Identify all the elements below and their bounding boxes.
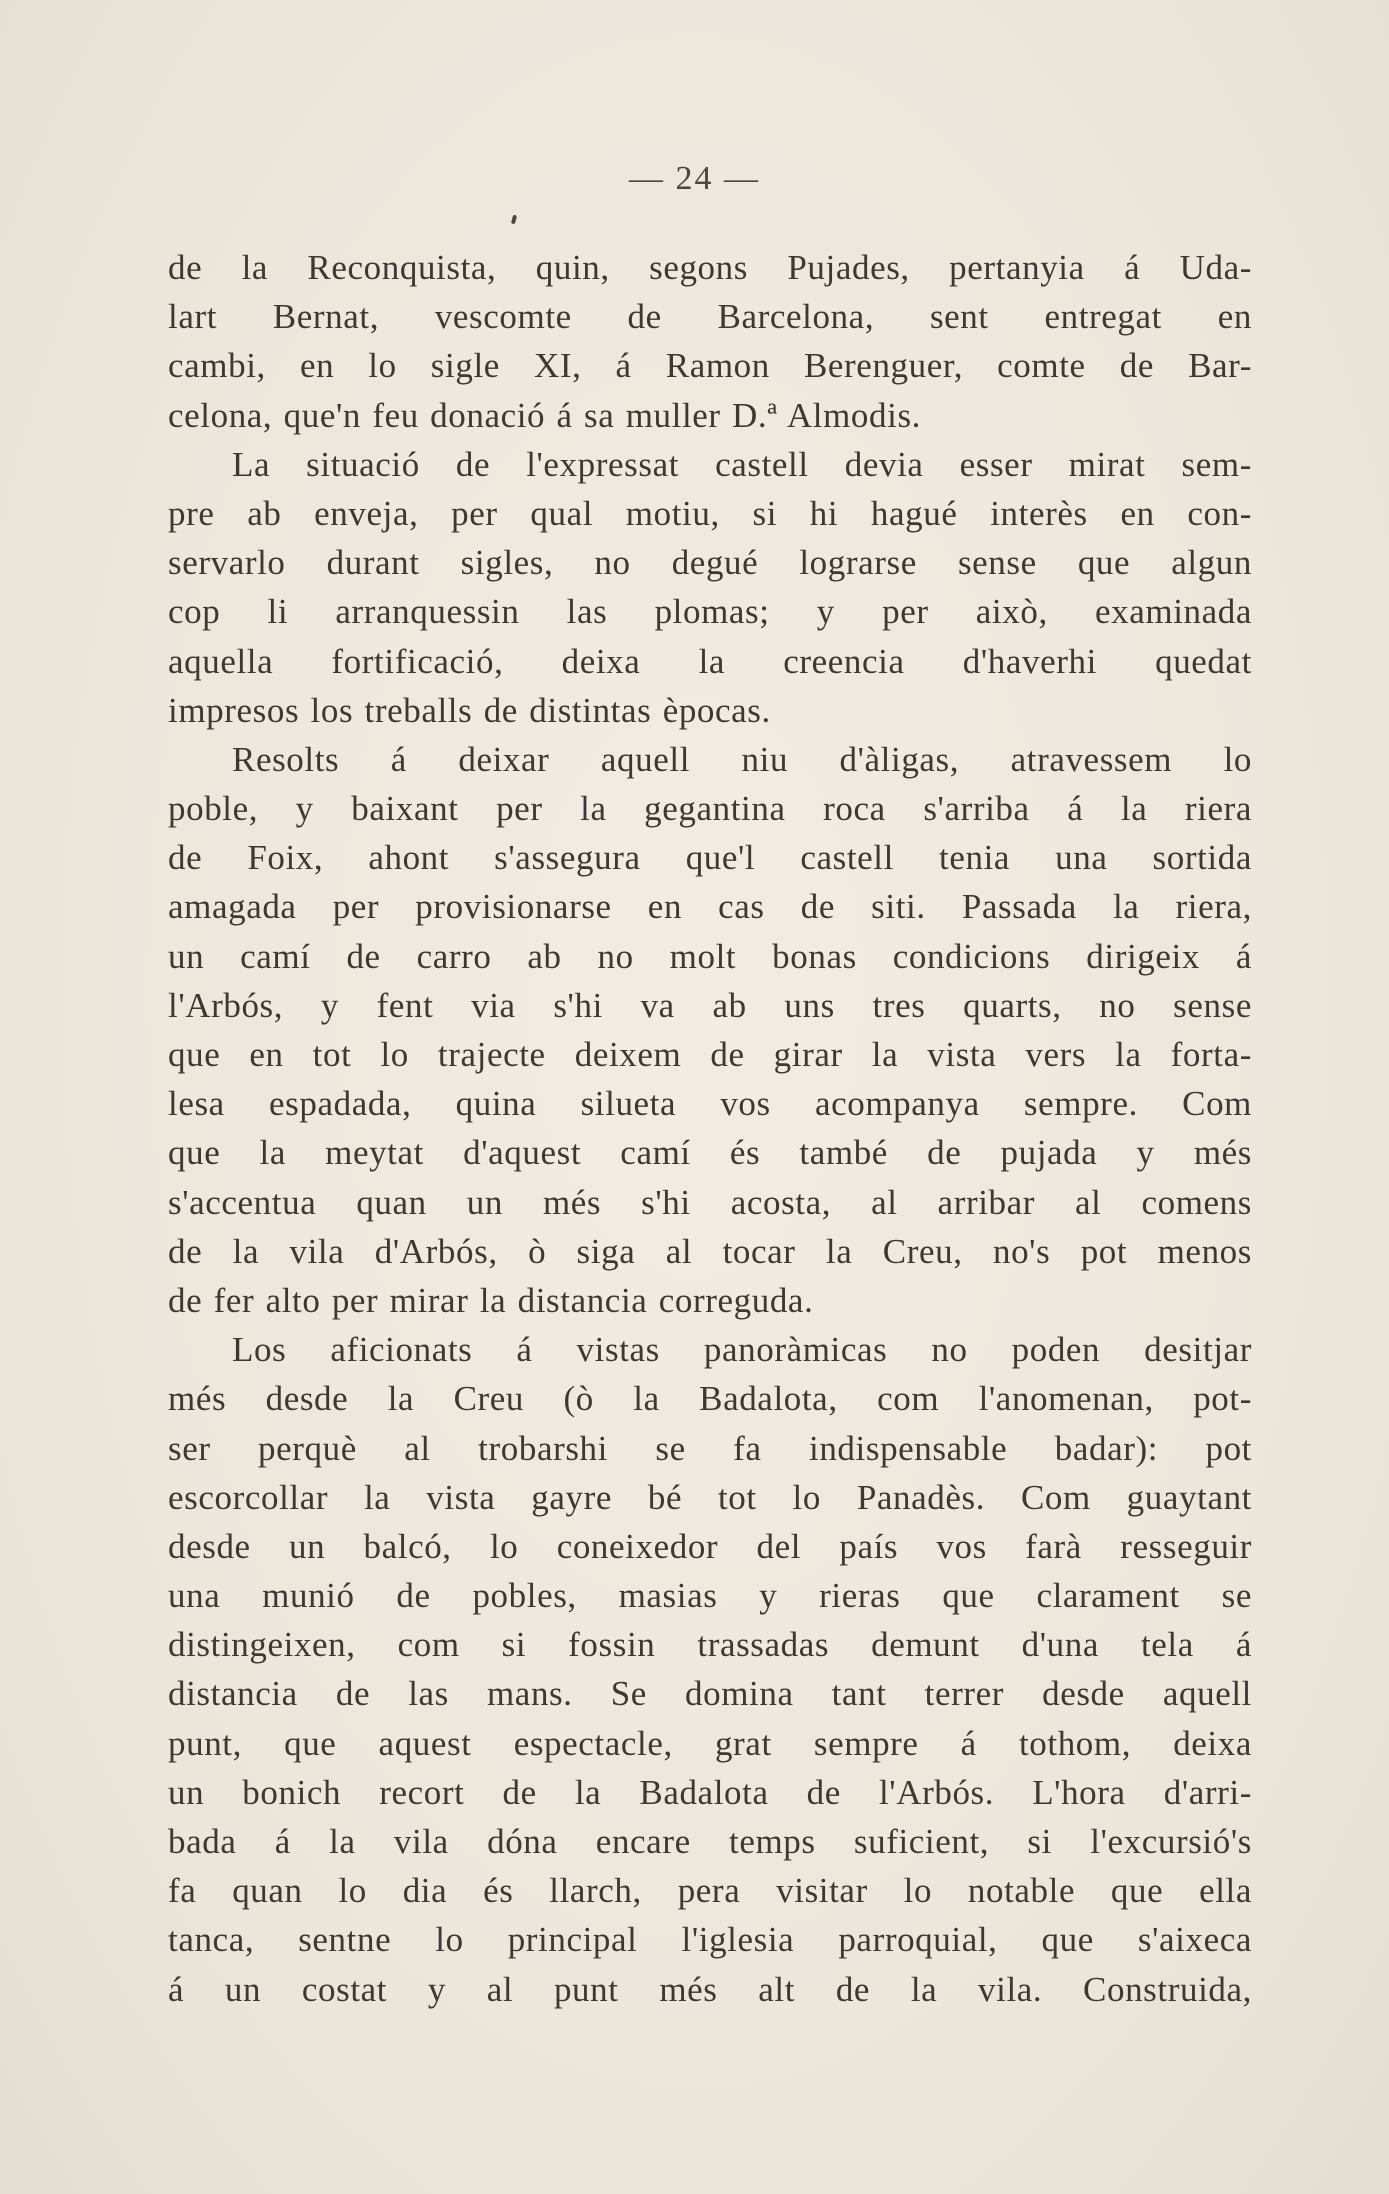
text-line: aquella fortificació, deixa la creencia d'haverhi quedat — [168, 641, 1252, 681]
text-line: de fer alto per mirar la distancia correguda. — [168, 1280, 814, 1320]
text-line: distingeixen, com si fossin trassadas demunt d'una tela á — [168, 1625, 1252, 1665]
text-line: l'Arbós, y fent via s'hi va ab uns tres quarts, no sense — [168, 985, 1252, 1025]
page-number: — 24 — — [629, 160, 760, 197]
body-text — [168, 243, 1252, 2014]
text-line: punt, que aquest espectacle, grat sempre á tothom, deixa — [168, 1723, 1252, 1763]
text-line: un camí de carro ab no molt bonas condicions dirigeix á — [168, 936, 1252, 976]
text-line: escorcollar la vista gayre bé tot lo Panadès. Com guaytant — [168, 1477, 1252, 1517]
text-line: un bonich recort de la Badalota de l'Arbós. L'hora d'arri- — [168, 1772, 1252, 1812]
text-line: una munió de pobles, masias y rieras que clarament se — [168, 1576, 1252, 1616]
text-line: pre ab enveja, per qual motiu, si hi hagué interès en con- — [168, 493, 1252, 533]
text-line: Resolts á deixar aquell niu d'àligas, atravessem lo — [232, 739, 1252, 779]
text-line: desde un balcó, lo coneixedor del país vos farà resseguir — [168, 1526, 1252, 1566]
text-line: poble, y baixant per la gegantina roca s'arriba á la riera — [168, 789, 1252, 829]
text-line: de la vila d'Arbós, ò siga al tocar la Creu, no's pot menos — [168, 1231, 1252, 1271]
text-line: distancia de las mans. Se domina tant terrer desde aquell — [168, 1674, 1252, 1714]
text-line: lart Bernat, vescomte de Barcelona, sent entregat en — [168, 297, 1252, 337]
text-line: La situació de l'expressat castell devia esser mirat sem- — [232, 444, 1252, 484]
text-line: més desde la Creu (ò la Badalota, com l'anomenan, pot- — [168, 1379, 1252, 1419]
text-line: cambi, en lo sigle XI, á Ramon Berenguer, comte de Bar- — [168, 346, 1252, 386]
ink-speck — [511, 215, 517, 225]
text-line: servarlo durant sigles, no degué lograrse sense que algun — [168, 543, 1252, 583]
text-line: que la meytat d'aquest camí és també de pujada y més — [168, 1133, 1252, 1173]
text-line: tanca, sentne lo principal l'iglesia parroquial, que s'aixeca — [168, 1920, 1252, 1960]
text-line: amagada per provisionarse en cas de siti. Passada la riera, — [168, 887, 1252, 927]
text-line: impresos los treballs de distintas èpocas. — [168, 690, 771, 730]
text-line: celona, que'n feu donació á sa muller D.ª Almodis. — [168, 395, 922, 435]
text-line: s'accentua quan un més s'hi acosta, al arribar al comens — [168, 1182, 1252, 1222]
text-line: ser perquè al trobarshi se fa indispensable badar): pot — [168, 1428, 1252, 1468]
text-line: lesa espadada, quina silueta vos acompanya sempre. Com — [168, 1084, 1252, 1124]
text-line: cop li arranquessin las plomas; y per això, examinada — [168, 592, 1252, 632]
text-line: Los aficionats á vistas panoràmicas no poden desitjar — [232, 1330, 1252, 1370]
text-line: de Foix, ahont s'assegura que'l castell tenia una sortida — [168, 838, 1252, 878]
text-line: bada á la vila dóna encare temps suficient, si l'excursió's — [168, 1822, 1252, 1861]
text-line: fa quan lo dia és llarch, pera visitar lo notable que ella — [168, 1871, 1252, 1911]
text-line: de la Reconquista, quin, segons Pujades, pertanyia á Uda- — [168, 248, 1252, 287]
text-line: á un costat y al punt més alt de la vila. Construida, — [168, 1969, 1252, 2009]
text-line: que en tot lo trajecte deixem de girar la vista vers la forta- — [168, 1035, 1252, 1074]
